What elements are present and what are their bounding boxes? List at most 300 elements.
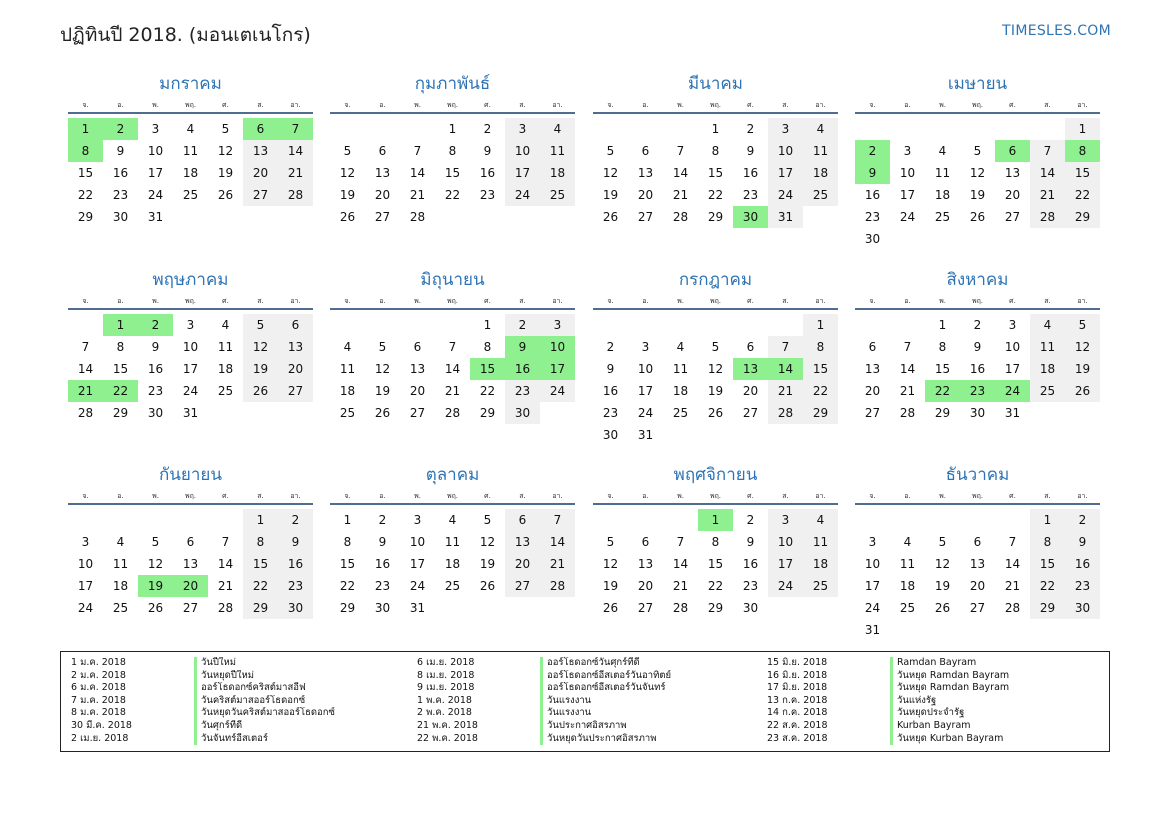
day-cell: 25 [339,406,356,420]
holiday-row [757,720,1090,733]
weekday-header [593,96,838,114]
weekday-label: ส. [1044,297,1051,305]
day-cell: 6 [746,340,755,354]
month-name: พฤษภาคม [152,270,229,290]
weekday-label: อ. [379,492,386,500]
month-name: ธันวาคม [945,465,1010,485]
day-cell: 15 [707,557,724,571]
day-cell: 17 [540,358,575,380]
day-cell: 14 [768,358,803,380]
empty-day-cell [330,118,365,140]
day-cell: 23 [278,575,313,597]
weekday-label: อ. [642,297,649,305]
days-grid [593,314,838,446]
weekday-label: อา. [1077,297,1088,305]
day-cell: 16 [479,166,496,180]
day-cell: 27 [969,601,986,615]
day-cell: 18 [899,579,916,593]
weekday-label: พ. [414,297,421,305]
week-row [330,206,575,228]
day-cell: 28 [1004,601,1021,615]
week-row [68,118,313,140]
day-cell: 22 [103,380,138,402]
day-cell: 14 [540,531,575,553]
holiday-name: วันคริสต์มาสออร์โธดอกซ์ [194,695,394,708]
holiday-date: 30 มี.ค. 2018 [71,719,132,731]
day-cell: 20 [969,579,986,593]
day-cell: 18 [112,579,129,593]
empty-day-cell [593,118,628,140]
day-cell: 21 [540,553,575,575]
month-name: มกราคม [159,74,222,94]
holiday-date: 8 เม.ย. 2018 [417,669,475,681]
day-cell: 8 [243,531,278,553]
holiday-row [757,695,1090,708]
weekday-header [855,292,1100,310]
weekday-label: ศ. [222,101,229,109]
month-block [855,72,1100,250]
day-cell: 27 [182,601,199,615]
empty-day-cell [628,509,663,531]
holiday-row [61,695,394,708]
day-cell: 3 [505,118,540,140]
empty-day-cell [663,509,698,531]
holiday-date: 23 ส.ค. 2018 [767,732,828,744]
brand-logo-text[interactable]: TIMESLES.COM [1002,23,1111,39]
empty-day-cell [400,314,435,336]
day-cell: 23 [960,380,995,402]
weekday-label: อา. [815,101,826,109]
holiday-date: 13 ก.ค. 2018 [767,694,828,706]
week-row [330,575,575,597]
day-cell: 6 [641,535,650,549]
day-cell: 19 [969,188,986,202]
holiday-date: 15 มิ.ย. 2018 [767,657,828,668]
week-row [330,336,575,358]
weekday-label: ศ. [222,297,229,305]
day-cell: 21 [409,188,426,202]
week-row [593,575,838,597]
day-cell: 24 [768,184,803,206]
week-row [855,140,1100,162]
weekday-label: จ. [607,492,614,500]
week-row [855,380,1100,402]
day-cell: 21 [278,162,313,184]
day-cell: 18 [182,166,199,180]
day-cell: 1 [68,118,103,140]
day-cell: 26 [602,210,619,224]
empty-day-cell [960,228,995,250]
weekday-label: พฤ. [971,297,984,305]
week-row [593,140,838,162]
week-row [593,531,838,553]
day-cell: 7 [1030,140,1065,162]
day-cell: 1 [103,314,138,336]
weekday-label: ส. [519,297,526,305]
day-cell: 19 [602,188,619,202]
holiday-name: วันหยุด Kurban Bayram [890,733,1090,746]
day-cell: 14 [1004,557,1021,571]
empty-day-cell [960,509,995,531]
month-name: มีนาคม [688,74,743,94]
weekday-label: อ. [117,492,124,500]
day-cell: 10 [899,166,916,180]
day-cell: 15 [77,166,94,180]
day-cell: 19 [374,384,391,398]
empty-day-cell [768,597,803,619]
day-cell: 16 [602,384,619,398]
day-cell: 24 [409,579,426,593]
holiday-date: 17 มิ.ย. 2018 [767,682,828,694]
weekday-label: อา. [290,297,301,305]
day-cell: 23 [1065,575,1100,597]
day-cell: 5 [938,535,947,549]
day-cell: 6 [868,340,877,354]
holiday-date: 14 ก.ค. 2018 [767,707,828,719]
day-cell: 2 [483,122,492,136]
day-cell: 23 [742,188,759,202]
day-cell: 6 [378,144,387,158]
holiday-date: 6 เม.ย. 2018 [417,657,475,668]
day-cell: 3 [641,340,650,354]
weekday-label: อ. [642,492,649,500]
day-cell: 28 [444,406,461,420]
day-cell: 2 [606,340,615,354]
weekday-label: ศ. [747,297,754,305]
day-cell: 21 [444,384,461,398]
month-block [330,72,575,228]
holiday-row [407,707,740,720]
day-cell: 18 [934,188,951,202]
week-row [855,162,1100,184]
day-cell: 22 [925,380,960,402]
day-cell: 4 [903,535,912,549]
day-cell: 22 [803,380,838,402]
day-cell: 21 [1004,579,1021,593]
holiday-date: 6 ม.ค. 2018 [71,682,126,694]
day-cell: 6 [243,118,278,140]
day-cell: 15 [339,557,356,571]
week-row [330,314,575,336]
holiday-name: ออร์โธดอกซ์คริสต์มาสอีฟ [194,682,394,695]
holiday-column [757,657,1090,745]
day-cell: 16 [742,166,759,180]
day-cell: 26 [707,406,724,420]
day-cell: 14 [1030,162,1065,184]
day-cell: 28 [768,402,803,424]
holiday-row [407,657,740,670]
day-cell: 22 [1030,575,1065,597]
holiday-date: 1 ม.ค. 2018 [71,657,126,668]
day-cell: 5 [221,122,230,136]
holiday-name: ออร์โธดอกซ์วันศุกร์ที่ดี [540,657,740,670]
day-cell: 1 [448,122,457,136]
day-cell: 17 [147,166,164,180]
day-cell: 8 [711,535,720,549]
day-cell: 13 [278,336,313,358]
weekday-label: อา. [552,101,563,109]
day-cell: 17 [182,362,199,376]
day-cell: 2 [855,140,890,162]
weekday-label: พ. [152,492,159,500]
day-cell: 10 [505,140,540,162]
day-cell: 13 [637,557,654,571]
day-cell: 4 [448,513,457,527]
day-cell: 2 [138,314,173,336]
day-cell: 21 [68,380,103,402]
weekday-label: อ. [904,492,911,500]
month-block [330,463,575,619]
day-cell: 24 [864,601,881,615]
day-cell: 11 [803,531,838,553]
day-cell: 21 [899,384,916,398]
day-cell: 29 [339,601,356,615]
empty-day-cell [540,206,575,228]
holiday-row [407,733,740,746]
day-cell: 13 [374,166,391,180]
week-row [593,553,838,575]
day-cell: 10 [182,340,199,354]
empty-day-cell [330,314,365,336]
day-cell: 26 [479,579,496,593]
empty-day-cell [243,206,278,228]
empty-day-cell [698,314,733,336]
day-cell: 1 [343,513,352,527]
weekday-label: ส. [519,101,526,109]
days-grid [68,314,313,424]
empty-day-cell [540,597,575,619]
day-cell: 12 [707,362,724,376]
day-cell: 15 [1065,162,1100,184]
weekday-label: อา. [815,297,826,305]
day-cell: 10 [147,144,164,158]
day-cell: 19 [602,579,619,593]
day-cell: 12 [479,535,496,549]
weekday-label: พฤ. [709,492,722,500]
day-cell: 30 [278,597,313,619]
holiday-name: วันหยุดวันคริสต์มาสออร์โธดอกซ์ [194,707,394,720]
holiday-name: วันหยุดประจำรัฐ [890,707,1090,720]
day-cell: 23 [479,188,496,202]
empty-day-cell [103,509,138,531]
day-cell: 23 [864,210,881,224]
weekday-label: ส. [257,101,264,109]
weekday-label: ส. [782,297,789,305]
day-cell: 9 [505,336,540,358]
empty-day-cell [1030,228,1065,250]
day-cell: 12 [147,557,164,571]
month-name: กุมภาพันธ์ [414,74,491,94]
day-cell: 31 [864,623,881,637]
day-cell: 11 [803,140,838,162]
month-block [68,268,313,424]
empty-day-cell [208,402,243,424]
day-cell: 4 [938,144,947,158]
day-cell: 14 [77,362,94,376]
week-row [68,140,313,162]
day-cell: 17 [768,162,803,184]
holiday-row [407,695,740,708]
days-grid [855,118,1100,250]
empty-day-cell [173,206,208,228]
week-row [593,162,838,184]
week-row [68,531,313,553]
month-name: เมษายน [947,74,1008,94]
weekday-header [330,96,575,114]
day-cell: 11 [112,557,129,571]
weekday-label: พฤ. [446,297,459,305]
week-row [855,206,1100,228]
day-cell: 23 [147,384,164,398]
day-cell: 28 [672,210,689,224]
week-row [68,314,313,336]
day-cell: 25 [803,184,838,206]
day-cell: 20 [637,579,654,593]
day-cell: 13 [864,362,881,376]
day-cell: 14 [672,557,689,571]
day-cell: 8 [711,144,720,158]
day-cell: 30 [1065,597,1100,619]
day-cell: 25 [672,406,689,420]
week-row [68,380,313,402]
day-cell: 9 [378,535,387,549]
day-cell: 30 [147,406,164,420]
weekday-label: อ. [117,101,124,109]
day-cell: 12 [374,362,391,376]
week-row [330,118,575,140]
day-cell: 3 [413,513,422,527]
weekday-label: ศ. [1009,492,1016,500]
day-cell: 23 [602,406,619,420]
day-cell: 2 [746,513,755,527]
day-cell: 29 [112,406,129,420]
empty-day-cell [208,509,243,531]
day-cell: 9 [746,535,755,549]
week-row [68,597,313,619]
day-cell: 21 [768,380,803,402]
weekday-label: พ. [152,297,159,305]
holiday-date: 2 ม.ค. 2018 [71,669,126,681]
day-cell: 2 [746,122,755,136]
day-cell: 10 [1004,340,1021,354]
day-cell: 5 [606,144,615,158]
day-cell: 1 [483,318,492,332]
weekday-label: ส. [782,101,789,109]
holiday-column [407,657,740,745]
day-cell: 10 [409,535,426,549]
day-cell: 16 [374,557,391,571]
weekday-header [855,487,1100,505]
weekday-label: พฤ. [971,101,984,109]
weekday-label: พฤ. [184,492,197,500]
day-cell: 11 [182,144,199,158]
day-cell: 3 [540,314,575,336]
holiday-name: วันหยุด Ramdan Bayram [890,670,1090,683]
day-cell: 20 [243,162,278,184]
week-row [330,162,575,184]
week-row [68,575,313,597]
empty-day-cell [733,424,768,446]
day-cell: 5 [343,144,352,158]
day-cell: 12 [602,166,619,180]
day-cell: 28 [1030,206,1065,228]
weekday-label: จ. [607,297,614,305]
empty-day-cell [243,402,278,424]
day-cell: 19 [479,557,496,571]
week-row [593,336,838,358]
day-cell: 13 [969,557,986,571]
holiday-row [407,720,740,733]
day-cell: 13 [182,557,199,571]
empty-day-cell [1065,228,1100,250]
weekday-header [593,487,838,505]
empty-day-cell [995,619,1030,641]
day-cell: 27 [637,210,654,224]
empty-day-cell [628,314,663,336]
day-cell: 28 [77,406,94,420]
days-grid [593,118,838,228]
month-block [68,463,313,619]
day-cell: 10 [77,557,94,571]
weekday-label: ส. [257,492,264,500]
day-cell: 27 [1004,210,1021,224]
weekday-label: อ. [379,101,386,109]
day-cell: 9 [151,340,160,354]
weekday-label: ศ. [222,492,229,500]
weekday-label: อ. [904,101,911,109]
weekday-label: พ. [414,492,421,500]
week-row [855,184,1100,206]
week-row [855,575,1100,597]
empty-day-cell [890,314,925,336]
week-row [855,553,1100,575]
holiday-date: 22 ส.ค. 2018 [767,719,828,731]
day-cell: 14 [278,140,313,162]
empty-day-cell [208,206,243,228]
week-row [68,553,313,575]
holiday-column [61,657,394,745]
day-cell: 19 [1065,358,1100,380]
empty-day-cell [855,509,890,531]
holiday-name: วันหยุดวันประกาศอิสรภาพ [540,733,740,746]
empty-day-cell [925,228,960,250]
empty-day-cell [505,206,540,228]
day-cell: 25 [1030,380,1065,402]
holiday-name: วันหยุดปีใหม่ [194,670,394,683]
day-cell: 31 [768,206,803,228]
weekday-label: ส. [782,492,789,500]
page-title: ปฏิทินปี 2018. (มอนเตเนโกร) [60,24,311,46]
day-cell: 4 [343,340,352,354]
day-cell: 6 [973,535,982,549]
week-row [330,402,575,424]
day-cell: 22 [243,575,278,597]
week-row [593,402,838,424]
day-cell: 6 [505,509,540,531]
day-cell: 4 [803,118,838,140]
day-cell: 16 [969,362,986,376]
day-cell: 1 [711,122,720,136]
day-cell: 20 [1004,188,1021,202]
weekday-label: จ. [82,492,89,500]
day-cell: 15 [803,358,838,380]
holiday-name: ออร์โธดอกซ์อีสเตอร์วันจันทร์ [540,682,740,695]
day-cell: 12 [217,144,234,158]
day-cell: 18 [540,162,575,184]
weekday-label: ส. [519,492,526,500]
holiday-name: วันจันทร์อีสเตอร์ [194,733,394,746]
weekday-label: อา. [815,492,826,500]
